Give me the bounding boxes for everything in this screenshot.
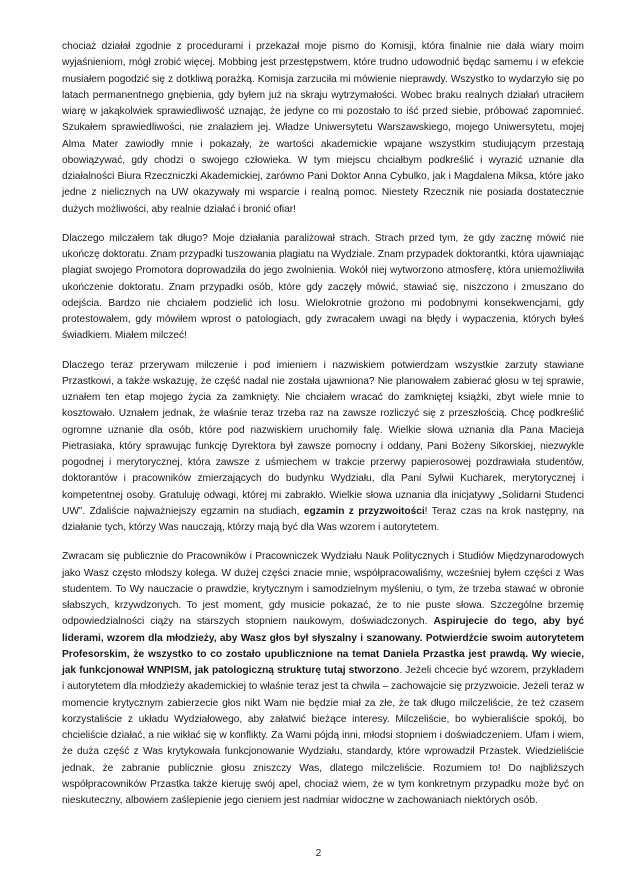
paragraph-text: ! Teraz czas na krok następny, na działanie tych, którzy Was nauczają, którzy mają być dla Was wzorem i autorytetem.: [62, 505, 584, 533]
document-body: [62, 39, 584, 822]
paragraph-text: . Jeżeli chcecie być wzorem, przykładem i autorytetem dla młodzieży akademickiej to właśnie teraz jest ta chwila – zachowajcie się przyzwoicie. Jeżeli teraz w momencie krytycznym zabierzecie głos nikt Wam nie będzie miał za złe, że tak długo milczeliście, że też czasem korzystaliście z układu Wydziałowego, aby załatwić bieżące interesy. Milczeliście, bo wybieraliście spokój, bo chcieliście działać, a nie wikłać się w konflikty. Za Wami pójdą inni, młodsi stopniem i doświadczeniem. Ufam i wiem, że duża część z Was krytykowała funkcjonowanie Wydziału, standardy, które wprowadził Przastek. Wiedzieliście jednak, że zabranie publicznie głosu zniszczy Was, dlatego milczeliście. Rozumiem to! Do najbliższych współpracowników Przastka także kieruję swój apel, chociaż wiem, że w tym konkretnym przypadku może być on nieskuteczny, albowiem zaślepienie jego cieniem jest nadmiar widoczne w zachowaniach niektórych osób.: [62, 665, 584, 806]
paragraph-text: chociaż działał zgodnie z procedurami i przekazał moje pismo do Komisji, która finalnie nie dała wiary moim wyjaśnieniom, mógł zrobić więcej. Mobbing jest przestępstwem, które trudno udowodnić będąc samemu i w efekcie musiałem pogodzić się z dotkliwą porażką. Komisja zarzuciła mi mówienie nieprawdy. Wszystko to wydarzyło się po latach permanentnego gnębienia, gdy byłem już na skraju wytrzymałości. Wobec braku realnych działań utraciłem wiarę w jakąkolwiek sprawiedliwość uznając, że jedyne co mi pozostało to iść przed siebie, próbować zapomnieć. Szukałem sprawiedliwości, nie znalazłem jej. Władze Uniwersytetu Warszawskiego, mojego Uniwersytetu, mojej Alma Mater zawiodły mnie i pokazały, że wartości akademickie wpajane wszystkim studiującym przestają obowiązywać, gdy chodzi o swojego człowieka. W tym miejscu chciałbym podkreślić i wyrazić uznanie dla działalności Biura Rzeczniczki Akademickiej, zarówno Pani Doktor Anna Cybulko, jak i Magdalena Miksa, które jako jedne z nielicznych na UW okazywały mi wsparcie i realną pomoc. Niestety Rzecznik nie posiada dostatecznie dużych możliwości, aby realnie działać i bronić ofiar!: [62, 41, 584, 215]
paragraph-text: Dlaczego teraz przerywam milczenie i pod imieniem i nazwiskiem potwierdzam wszystkie zarzuty stawiane Przastkowi, a także wskazuję, że część nadal nie została ujawniona? Nie planowałem zabierać głosu w tej sprawie, uznałem ten etap mojego życia za zamknięty. Nie chciałem wracać do zamkniętej książki, zbyt wiele mnie to kosztowało. Uznałem jednak, że właśnie teraz trzeba raz na zawsze rozliczyć się z przeszłością. Chcę podkreślić ogromne uznanie dla osób, które pod nazwiskiem uruchomiły falę. Wielkie słowa uznania dla Pana Macieja Pietrasiaka, który sprawując funkcję Dyrektora był zawsze pomocny i oddany, Pani Bożeny Sikorskiej, niezwykle pogodnej i merytorycznej, która zawsze z uśmiechem w trakcie przerwy papierosowej pozdrawiała studentów, doktorantów i pracowników zmierzających do budynku Wydziału, dla Pani Sylwii Kucharek, merytorycznej i kompetentnej osoby. Gratuluję odwagi, której mi zabrakło. Wielkie słowa uznania dla inicjatywy „Solidarni Studenci UW”. Zdaliście najważniejszy egzamin na studiach,: [62, 359, 584, 517]
paragraph-text: Dlaczego milczałem tak długo? Moje działania paraliżował strach. Strach przed tym, że gdy zacznę mówić nie ukończę doktoratu. Znam przypadki tuszowania plagiatu na Wydziale. Znam przypadek doktorantki, która ujawniając plagiat swojego Promotora doprowadziła do jego zwolnienia. Wokół niej wytworzono atmosferę, która uniemożliwiła ukończenie doktoratu. Znam przypadki osób, które gdy zaczęły mówić, stawiać się, niszczono i zmuszano do odejścia. Bardzo nie chciałem podzielić ich losu. Wielokrotnie grożono mi podobnymi konsekwencjami, gdy protestowałem, gdy mówiłem wprost o patologiach, gdy zwracałem uwagi na błędy i wypaczenia, których byłeś świadkiem. Miałem milczeć!: [62, 232, 584, 342]
paragraph: [62, 549, 584, 809]
paragraph: [62, 231, 584, 345]
bold-emphasis: Aspirujecie do tego, aby być liderami, wzorem dla młodzieży, aby Wasz głos był słyszalny i szanowany. Potwierdźcie swoim autorytetem Profesorskim, że wszystko to co zostało upublicznione na temat Daniela Przastka jest prawdą. Wy wiecie, jak funkcjonował WNPISM, jak patologiczną strukturę tutaj stworzono: [62, 616, 584, 676]
bold-emphasis: egzamin z przyzwoitości: [303, 505, 425, 517]
paragraph: [62, 39, 584, 218]
page-number: 2: [315, 848, 322, 859]
paragraph: [62, 358, 584, 537]
paragraph-text: Zwracam się publicznie do Pracowników i Pracowniczek Wydziału Nauk Politycznych i Studiów Międzynarodowych jako Wasz często młodszy kolega. W dużej części znacie mnie, współpracowaliśmy, wcześniej byłem części z Was studentem. To Wy nauczacie o prawdzie, krytycznym i samodzielnym myśleniu, o tym, że trzeba stawać w obronie słabszych, krzywdzonych. To jest moment, gdy musicie pokazać, że to nie puste słowa. Szczególne brzemię odpowiedzialności ciąży na starszych stopniem naukowym, doświadczonych.: [62, 551, 584, 628]
